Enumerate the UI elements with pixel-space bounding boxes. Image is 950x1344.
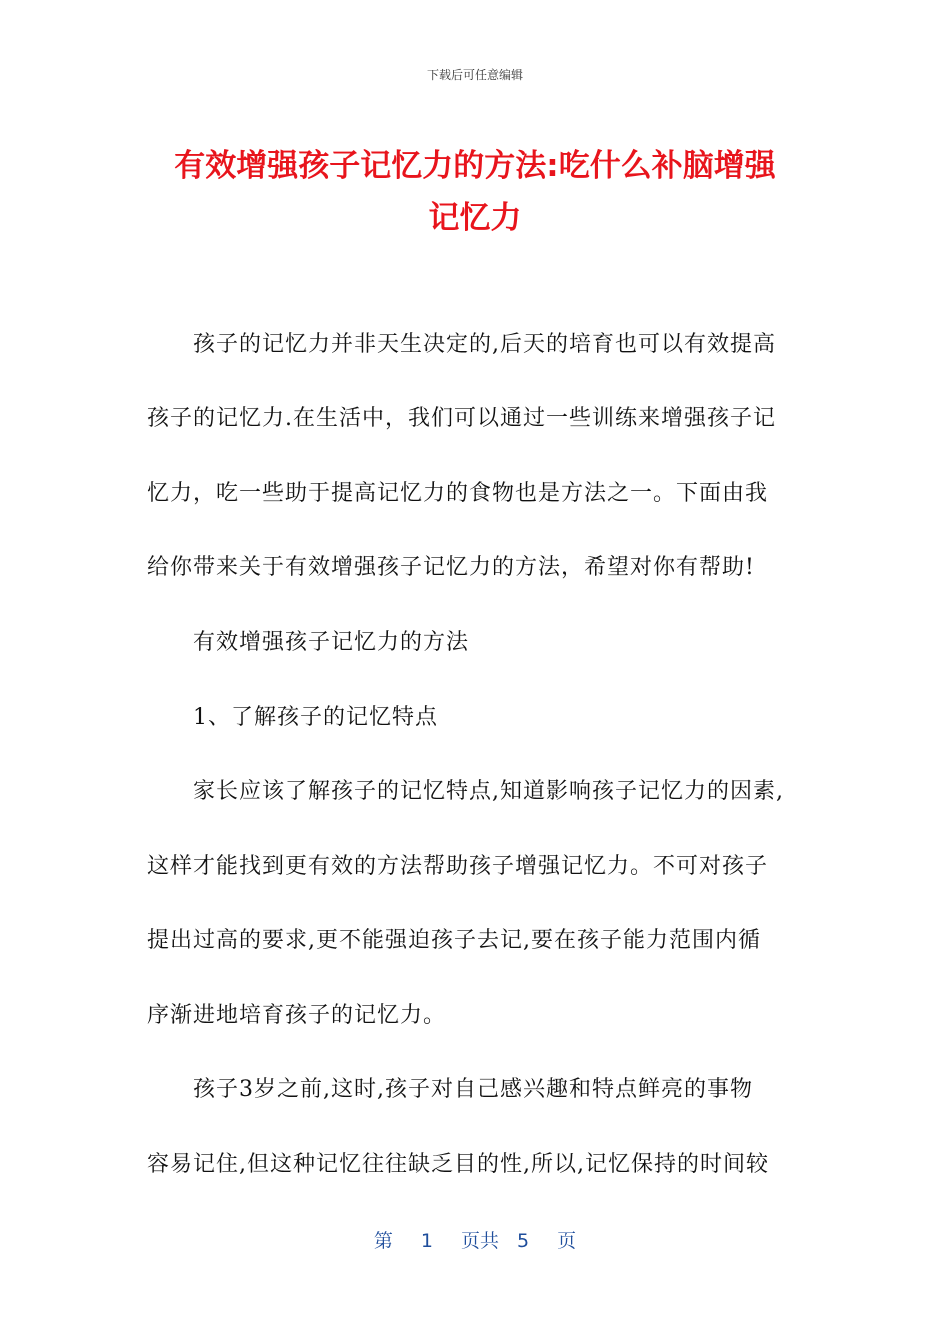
paragraph-2-line-1: 家长应该了解孩子的记忆特点,知道影响孩子记忆力的因素, <box>193 779 784 804</box>
paragraph-2-line-3: 提出过高的要求,更不能强迫孩子去记,要在孩子能力范围内循 <box>147 928 761 953</box>
title-line-1: 有效增强孩子记忆力的方法:吃什么补脑增强 <box>174 148 776 184</box>
paragraph-2-line-4: 序渐进地培育孩子的记忆力。 <box>147 1003 447 1028</box>
page-footer <box>0 1226 950 1253</box>
header-note: 下载后可任意编辑 <box>426 68 523 82</box>
paragraph-1-line-4: 给你带来关于有效增强孩子记忆力的方法，希望对你有帮助! <box>147 555 755 580</box>
paragraph-1-line-3: 忆力，吃一些助于提高记忆力的食物也是方法之一。下面由我 <box>147 481 769 506</box>
title-line-2: 记忆力 <box>428 200 522 236</box>
footer-prefix: 第 <box>373 1230 393 1252</box>
subheading-1: 1、了解孩子的记忆特点 <box>193 705 438 730</box>
footer-total-pages: 5 <box>517 1230 530 1252</box>
footer-suffix: 页 <box>557 1230 577 1252</box>
section-heading: 有效增强孩子记忆力的方法 <box>193 630 470 655</box>
paragraph-3-line-2: 容易记住,但这种记忆往往缺乏目的性,所以,记忆保持的时间较 <box>147 1152 769 1177</box>
footer-mid: 页共 <box>460 1230 499 1252</box>
paragraph-3-line-1: 孩子3岁之前,这时,孩子对自己感兴趣和特点鲜亮的事物 <box>193 1077 753 1102</box>
paragraph-1-line-1: 孩子的记忆力并非天生决定的,后天的培育也可以有效提高 <box>193 332 776 357</box>
paragraph-2-line-2: 这样才能找到更有效的方法帮助孩子增强记忆力。不可对孩子 <box>147 854 769 879</box>
paragraph-1-line-2: 孩子的记忆力.在生活中，我们可以通过一些训练来增强孩子记 <box>147 406 776 431</box>
footer-page-number: 1 <box>420 1230 433 1252</box>
document-title <box>120 140 830 244</box>
